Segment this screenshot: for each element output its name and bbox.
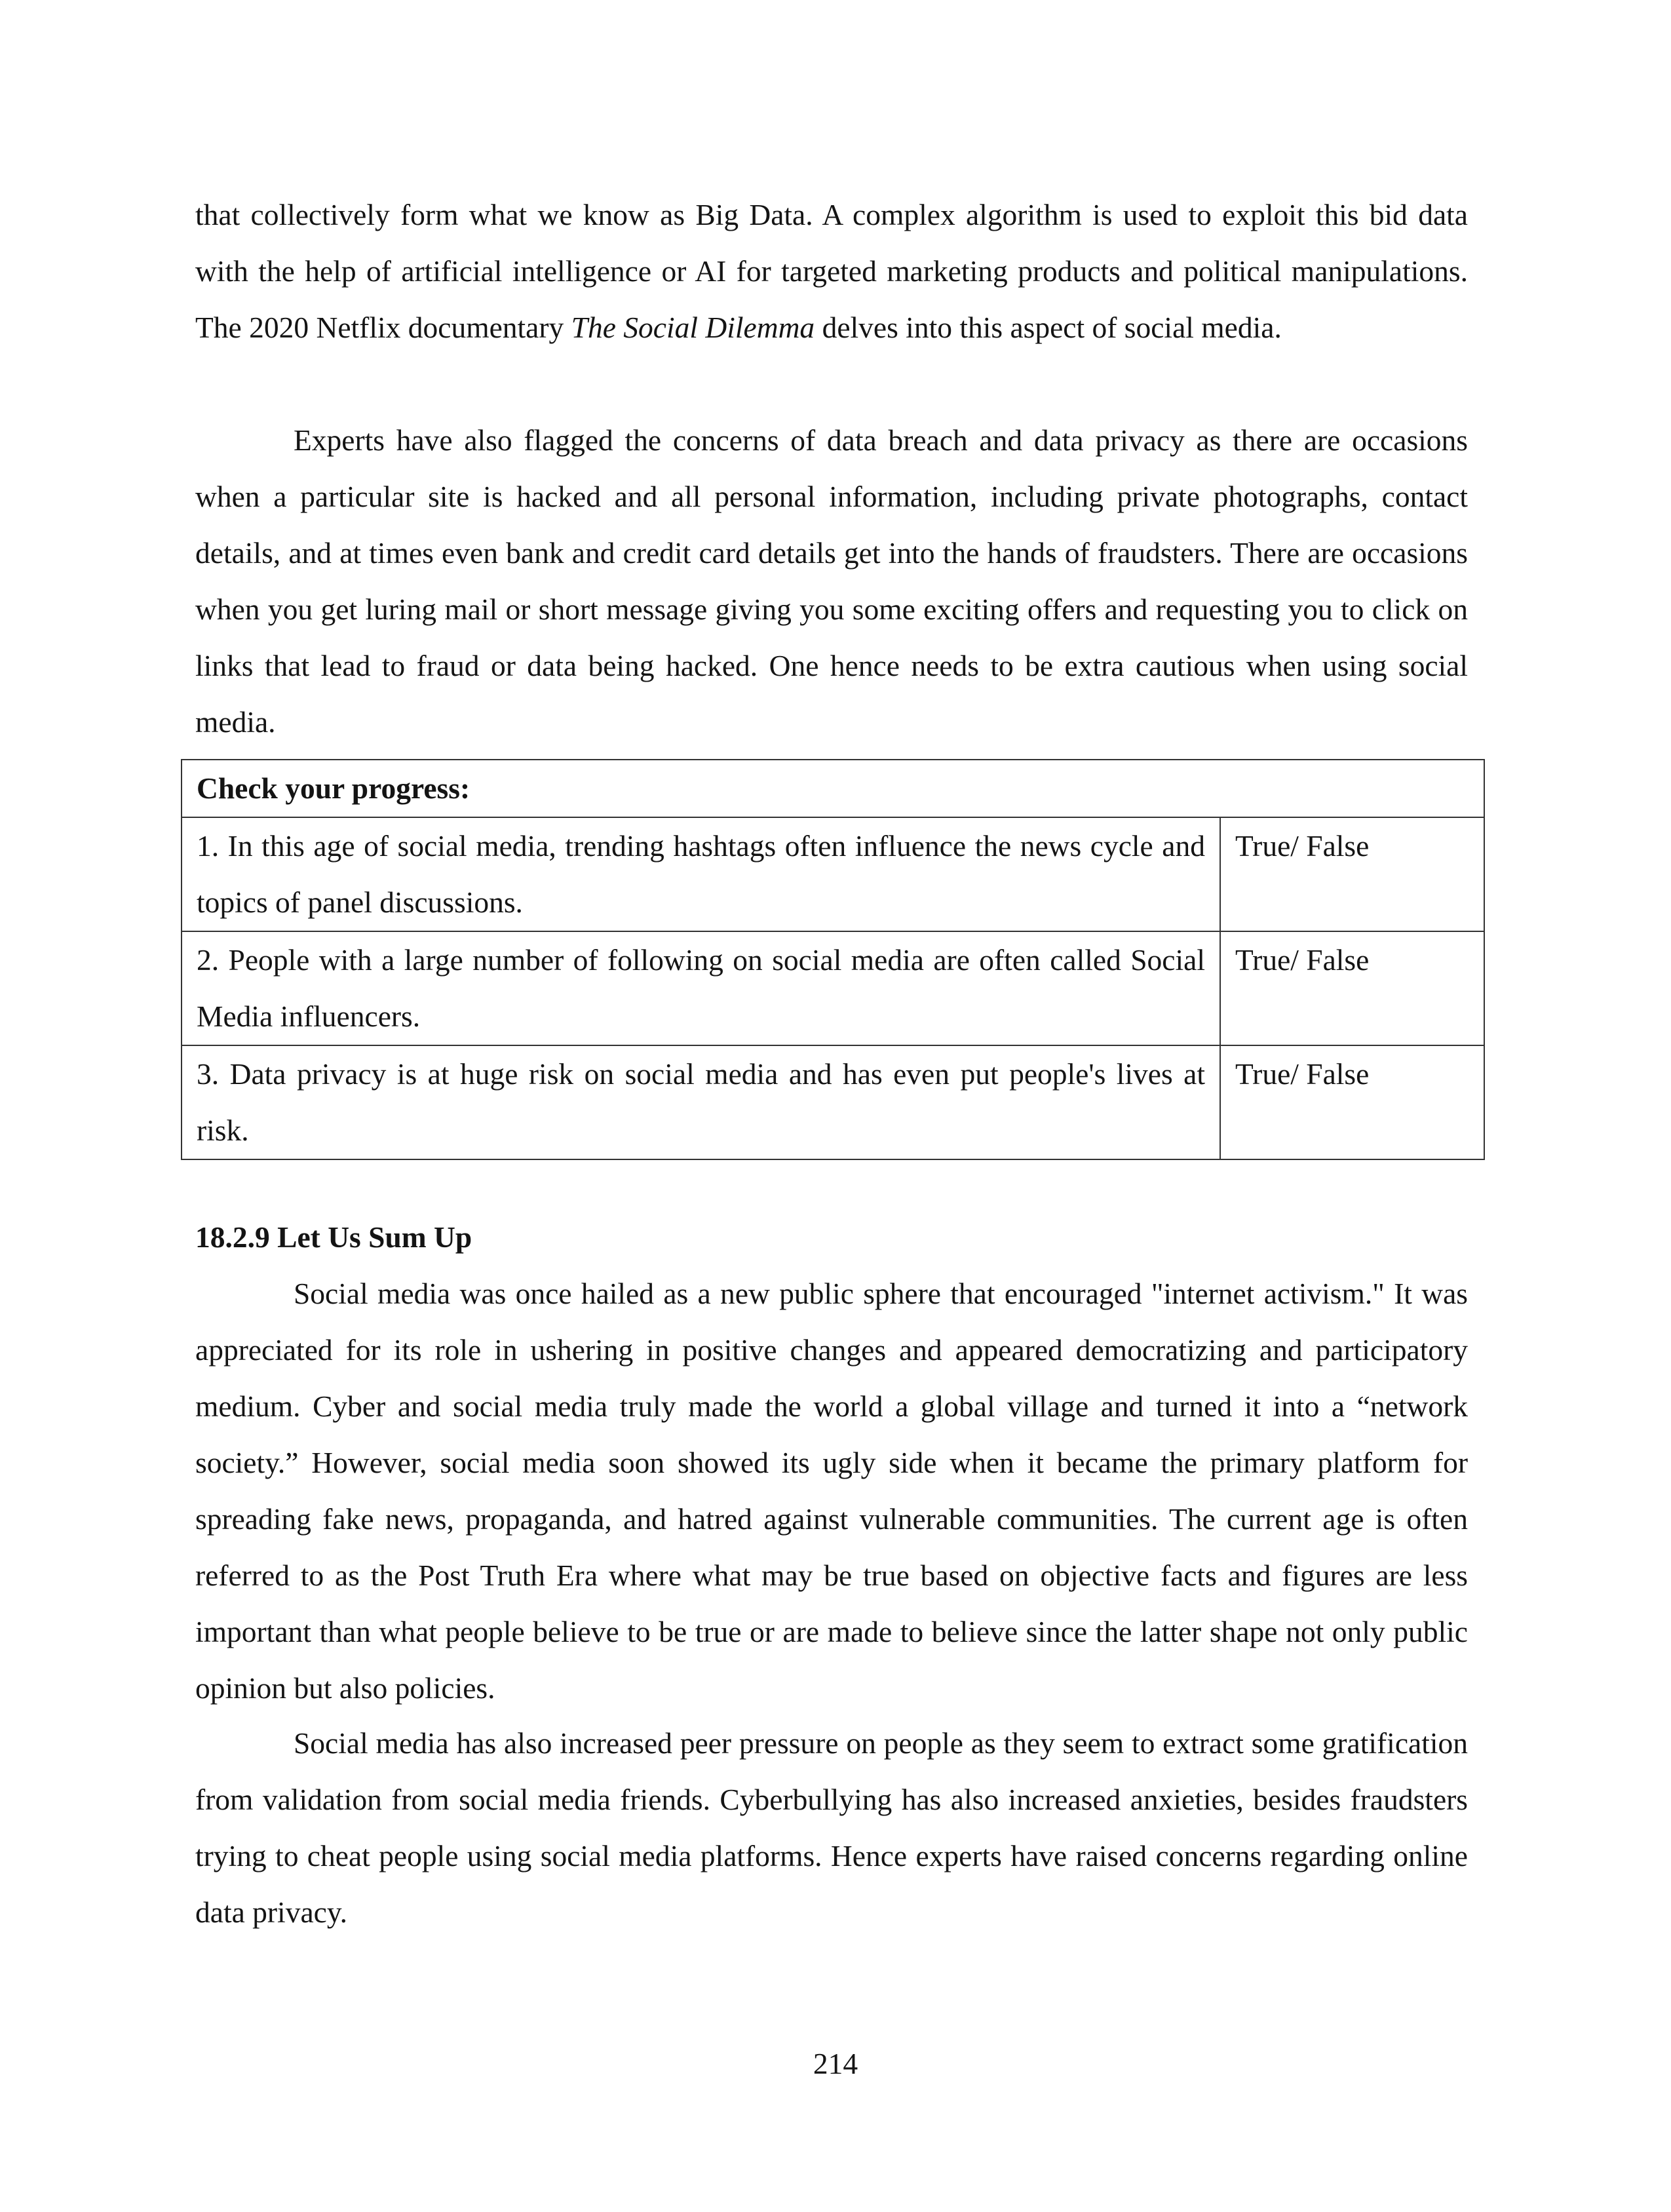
paragraph-big-data-text-start: that collectively form what we know as Big Data. A complex algorithm is used to exploit this bid data with the help of artificial intelligence or AI for targeted marketing products and political manipulations. The 2020 Netflix documentary <box>195 198 1468 344</box>
progress-table-header-row <box>182 760 1484 817</box>
check-progress-table <box>181 759 1485 1160</box>
page-number: 214 <box>813 2047 858 2080</box>
progress-answer-3: True/ False <box>1220 1045 1484 1159</box>
progress-question-2: 2. People with a large number of following on social media are often called Social Media influencers. <box>182 931 1220 1045</box>
progress-answer-1: True/ False <box>1220 817 1484 931</box>
progress-table-row <box>182 931 1484 1045</box>
progress-question-1: 1. In this age of social media, trending hashtags often influence the news cycle and topics of panel discussions. <box>182 817 1220 931</box>
progress-answer-2: True/ False <box>1220 931 1484 1045</box>
paragraph-peer-pressure: Social media has also increased peer pressure on people as they seem to extract some gratification from validation from social media friends. Cyberbullying has also increased anxieties, besides fraudsters trying to cheat people using social media platforms. Hence experts have raised concerns regarding online data privacy. <box>195 1726 1468 1929</box>
progress-question-3: 3. Data privacy is at huge risk on social media and has even put people's lives at risk. <box>182 1045 1220 1159</box>
progress-table-heading: Check your progress: <box>182 760 1484 817</box>
paragraph-data-privacy: Experts have also flagged the concerns of data breach and data privacy as there are occasions when a particular site is hacked and all personal information, including private photographs, contact details, and at times even bank and credit card details get into the hands of fraudsters. There are occasions when you get luring mail or short message giving you some exciting offers and requesting you to click on links that lead to fraud or data being hacked. One hence needs to be extra cautious when using social media. <box>195 423 1468 739</box>
progress-table-row <box>182 817 1484 931</box>
paragraph-sum-up: Social media was once hailed as a new public sphere that encouraged "internet activism." It was appreciated for its role in ushering in positive changes and appeared democratizing and participatory medium. Cyber and social media truly made the world a global village and turned it into a “network society.” However, social media soon showed its ugly side when it became the primary platform for spreading fake news, propaganda, and hatred against vulnerable communities. The current age is often referred to as the Post Truth Era where what may be true based on objective facts and figures are less important than what people believe to be true or are made to believe since the latter shape not only public opinion but also policies. <box>195 1277 1468 1705</box>
section-heading: 18.2.9 Let Us Sum Up <box>195 1220 472 1254</box>
paragraph-big-data-text-end: delves into this aspect of social media. <box>815 311 1282 344</box>
progress-table-row <box>182 1045 1484 1159</box>
paragraph-big-data <box>195 187 1468 356</box>
documentary-title: The Social Dilemma <box>571 311 815 344</box>
